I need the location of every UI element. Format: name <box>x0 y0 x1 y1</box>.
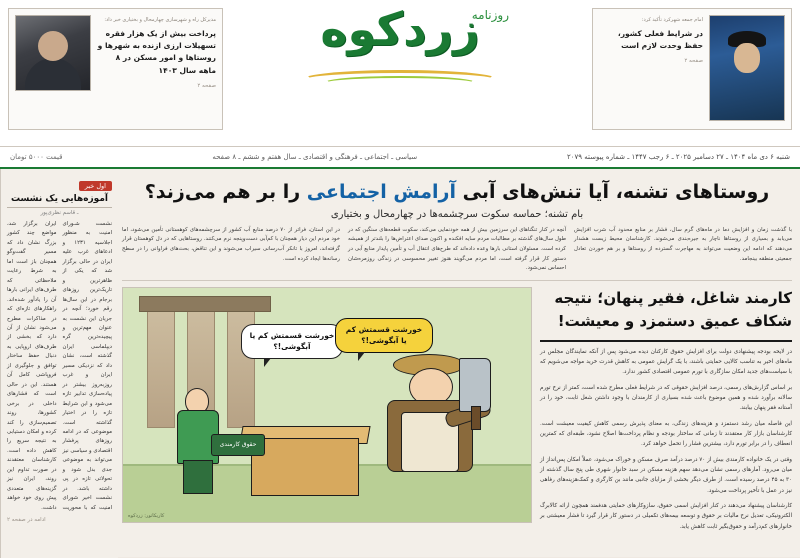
cartoon-employee-legs <box>183 460 213 494</box>
cartoon-roof <box>139 296 271 312</box>
sidebar-column <box>0 169 118 558</box>
article-paragraph: در لایحه بودجه پیشنهادی دولت برای افزایش حقوق کارکنان دیده می‌شود پس از آنکه نمایندگان مجلس در ماه‌های اخیر به تناسب کالایی حمایتی باشند، با یک گرایش عمومی به کاهش قدرت خرید مواجه می‌شویم که با سیاست‌های جدید امکان سازگاری با تورم عمومی اقتصادی کشور ندارد. <box>540 348 792 376</box>
issue-categories: سیاسی ـ اجتماعی ـ فرهنگی و اقتصادی ـ سال هفتم و ششم ـ ۸ صفحه <box>212 153 418 161</box>
masthead-right-teaser[interactable] <box>592 8 792 130</box>
issue-infobar <box>0 147 800 169</box>
logo <box>275 2 525 56</box>
teaser-right-page: صفحه ۲ <box>684 58 703 65</box>
lead-headline <box>122 179 792 207</box>
secondary-article-title <box>540 287 792 342</box>
article-paragraph: کارشناسان پیشنهاد می‌دهند در کنار افزایش اسمی حقوق، سازوکارهای حمایتی هدفمند همچون ارائه کالابرگ الکترونیکی، تعدیل نرخ مالیات بر حقوق و توسعه بیمه‌های تکمیلی در دستور کار قرار گیرد تا فشار معیشتی بر خانوارهای کم‌درآمد و حقوق‌بگیر ثابت کاهش یابد. <box>540 503 792 530</box>
sidebar-article-title: آموزه‌هایی یک نشست <box>7 194 112 208</box>
masthead <box>0 0 800 147</box>
teaser-right-headline: در شرایط فعلی کشور، حفظ وحدت لازم است <box>617 28 703 50</box>
secondary-article-title-line2: شکاف عمیق دستمزد و معیشت! <box>557 312 792 331</box>
teaser-photo-right <box>709 15 785 121</box>
lede-column-1: در این استان، فراتر از ۷۰ درصد منابع آب کشور از سرچشمه‌های کوهستانی تأمین می‌شود، اما خود مردم این دیار همچنان با کم‌آبی دست‌وپنجه نرم می‌کنند. روستاهایی که در دل کوهستان قرار گرفته‌اند، امروز با تانکر آب‌رسانی سیراب می‌شوند و این تناقض، بحث‌های فراوانی را در سطح رسانه‌ها ایجاد کرده است. <box>122 226 340 262</box>
lower-section <box>122 287 792 530</box>
secondary-article-title-line1: کارمند شاغل، فقیر پنهان؛ نتیجه <box>554 289 792 308</box>
lead-subhead: بام تشنه؛ حماسه سکوت سرچشمه‌ها در چهارمحال و بختیاری <box>330 208 584 220</box>
sidebar-body-part2: راهکارهای تازه‌ای که در مذاکرات مطرح می‌شود نشان از آن دارد که بخشی از طرف‌های اروپایی به دنبال حفظ ساختار توافق و جلوگیری از فروپاشی کامل آن هستند. این در حالی است که فشارهای داخلی در برخی کشورها، روند تصمیم‌سازی را کند کرده و امکان دستیابی به نتیجه سریع را کاهش داده است. کارشناسان معتقدند در صورت تداوم این روند، ایران نیز گزینه‌های متعددی پیش روی خود خواهد داشت. <box>7 306 57 511</box>
secondary-article-body <box>540 347 792 533</box>
lede-column-3: با گذشت زمان و افزایش دما در ماه‌های گرم سال، فشار بر منابع محدود آب شرب افزایش می‌یابد و بسیاری از روستاها ناچار به جیره‌بندی می‌شوند. کارشناسان محیط زیست هشدار می‌دهند که ادامه این وضعیت می‌تواند به مهاجرت گسترده از روستاها و بر هم خوردن تعادل جمعیتی منطقه بینجامد. <box>574 226 792 262</box>
sidebar-body-part1: نشست شـورای امنیت به منظور اجلاسیه ۱۲۳۱ و ادعاهای غرب علیه ایران در حالی برگزار شد که یکی از ظاهرترین و تاریک‌ترین روزهای برجام در این سال‌ها رقم خورد؛ آنچه در جریان این نشست به عنوان مهم‌ترین و پیچیده‌ترین گره دیپلماسی ایران گذشته است، نشان داد که نزدیکی مسیر ایران و غرب روزبه‌روز بیشتر در پیاده‌سازی تدابیر تازه می‌شود و این شرایط تازه را در اختیار گذاشته است. موضوعی که در ادامه روزهای پرفشار اقتصادی و سیاسی نیز می‌تواند به موضوعی جدی بدل شود و تحولاتی تازه در پی داشته باشد. در نشست اخیر شورای امنیت که با محوریت ایران برگزار شد، مواضع چند کشور بزرگ نشان داد که مسیر گفت‌وگو همچنان باز است اما به شرط رعایت ملاحظاتی که طرف‌های ایرانی بارها آن را یادآور شده‌اند. <box>7 221 112 511</box>
lead-headline-accent: آرامش اجتماعی <box>306 181 457 203</box>
masthead-left-teaser[interactable] <box>8 8 223 130</box>
cartoon-credit: کاریکاتور: زردکوه <box>128 513 165 520</box>
article-paragraph: بر اساس گزارش‌های رسمی، درصد افزایش حقوقی که در شرایط فعلی مطرح شده است، کمتر از نرخ تورم سالانه برآورد شده و همین موضوع باعث شده بسیاری از کارمندان با وجود داشتن شغل ثابت، خود را در آستانه فقر پنهان بیابند. <box>540 384 792 412</box>
teaser-right-kicker: امام جمعه شهرکرد تأکید کرد: <box>641 17 703 23</box>
issue-price: قیمت ۵۰۰۰ تومان <box>10 153 63 161</box>
article-paragraph: این فاصله میان رشد دستمزد و هزینه‌های زندگی، به معنای پذیرش رسمی کاهش کیفیت معیشت است. کارشناسان بازار کار معتقدند تا زمانی که ساختار بودجه و نظام پرداخت‌ها اصلاح نشود، طبقه‌ای که کمترین انعطاف را در برابر تورم دارد، بیشترین فشار را تحمل خواهد کرد. <box>540 420 792 448</box>
cartoon-pillar <box>147 306 175 428</box>
cleaver-handle-icon <box>471 406 481 430</box>
cartoon-illustration <box>122 287 532 523</box>
cleaver-icon <box>459 358 491 412</box>
page-content <box>0 169 800 558</box>
cartoon-speech-bubble-left: خورشت قسمتش کم یا آبگوشی!؟ <box>241 324 343 359</box>
logo-subtitle: روزنامه <box>471 8 509 22</box>
cartoon-figure-butcher <box>365 354 485 504</box>
secondary-article[interactable] <box>540 287 792 530</box>
teaser-photo-left <box>15 15 91 91</box>
cartoon-sign-label: حقوق کارمندی <box>211 434 265 456</box>
sidebar-continued: ادامه در صفحه ۲ <box>7 517 46 524</box>
logo-swoosh-green-icon <box>323 76 477 90</box>
sidebar-body <box>7 220 112 513</box>
cartoon-crate <box>251 438 359 496</box>
lead-headline-part2: را بر هم می‌زند؟ <box>144 181 307 203</box>
main-column <box>118 169 800 558</box>
sidebar-section-tag: اول خبر <box>79 181 112 191</box>
lead-headline-part1: روستاهای تشنه، آیا تنش‌های آبی <box>456 181 770 203</box>
article-paragraph: وقتی در یک خانواده کارمندی بیش از ۷۰ درصد درآمد صرف مسکن و خوراک می‌شود، عملاً امکان پس‌انداز از میان می‌رود. آمارهای رسمی نشان می‌دهد سهم هزینه مسکن در سبد خانوار شهری طی پنج سال گذشته از ۳۰ به ۴۵ درصد رسیده است. از طرف دیگر بخشی از مزایای جانبی مانند بن کارگری و کمک‌هزینه‌های رفاهی نیز در عمل با تأخیر پرداخت می‌شود. <box>540 456 792 494</box>
teaser-left-page: صفحه ۲ <box>197 83 216 89</box>
sidebar-byline: ـ قاسم نظری‌پور <box>40 210 79 216</box>
lede-column-2: آنچه در کنار تنگناهای این سرزمین بیش از همه خودنمایی می‌کند، سکوت قطعه‌های سنگین که در طول سال‌های گذشته بر مطالبات مردم سایه افکنده و اکنون صدای اعتراض‌ها را بلندتر از همیشه کرده است. مسئولان استانی بارها وعده داده‌اند که طرح‌های انتقال آب و تأمین پایدار منابع آبی در دستور کار قرار گرفته است، اما مردم می‌گویند هنوز تغییر محسوسی در زندگی روزمره‌شان احساس نمی‌شود. <box>348 226 566 272</box>
issue-date: شنبه ۶ دی ماه ۱۴۰۴ ـ ۲۷ دسامبر ۲۰۲۵ ـ ۶ رجب ۱۴۴۷ ـ شماره پیوسته ۲۰۷۹ <box>567 153 790 161</box>
cartoon-speech-bubble-right: خورشت قسمتش کم یا آبگوشی!؟ <box>335 318 433 353</box>
lead-lede <box>122 226 792 282</box>
teaser-left-headline: پرداخت بیش از یک هزار فقره تسهیلات ارزی ازنده به شهرها و روستاها و امور مسکن در ۸ ماهه سال ۱۴۰۳ <box>97 28 216 75</box>
logo-title: زردکوه <box>320 2 480 56</box>
teaser-left-kicker: مدیرکل راه و شهرسازی چهارمحال و بختیاری خبر داد: <box>104 17 216 23</box>
